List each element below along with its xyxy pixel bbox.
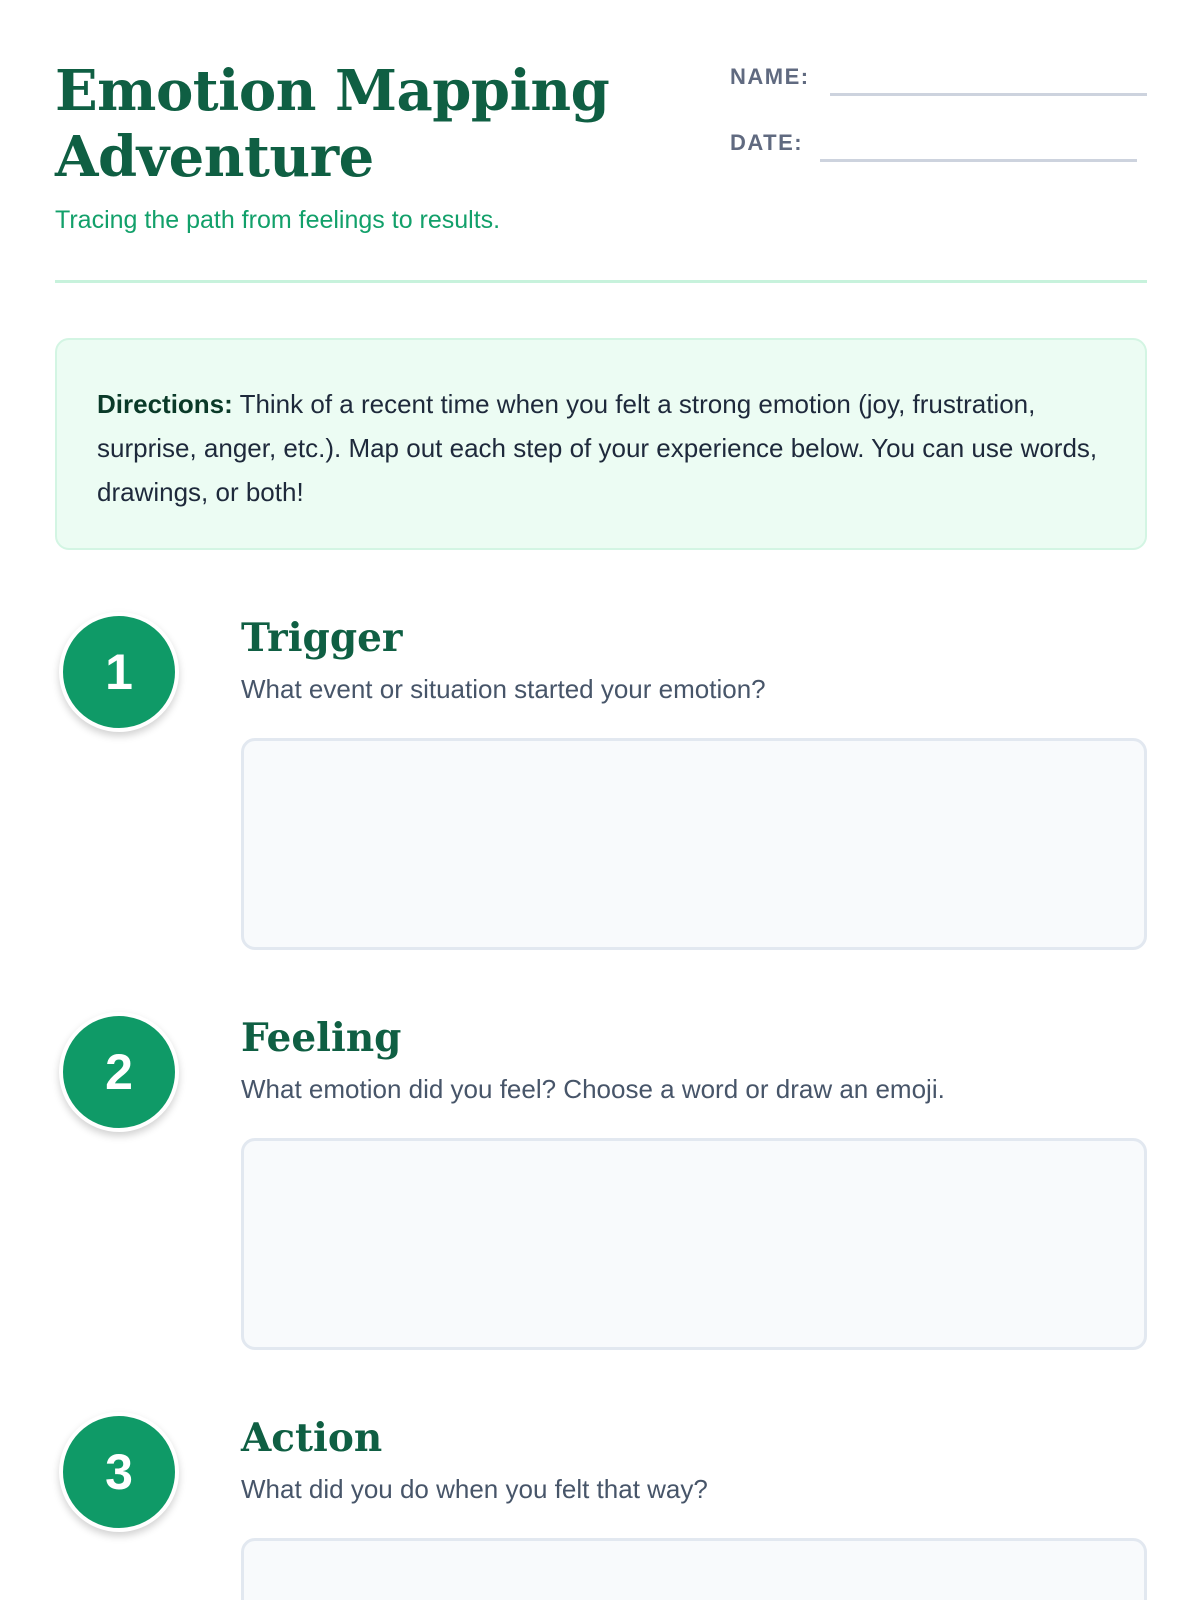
date-line[interactable]	[820, 159, 1137, 162]
name-field[interactable]	[730, 56, 1147, 96]
step-prompt: What emotion did you feel? Choose a word or draw an emoji.	[241, 1074, 945, 1104]
step-number-badge: 1	[59, 612, 179, 732]
worksheet-title: Emotion Mapping Adventure	[55, 58, 610, 190]
action-answer-box[interactable]	[241, 1538, 1147, 1600]
worksheet-page	[55, 0, 1147, 1600]
date-field[interactable]	[730, 122, 1147, 162]
step-title: Action	[241, 1415, 383, 1461]
worksheet-subtitle: Tracing the path from feelings to results.	[55, 206, 501, 234]
step-title: Feeling	[241, 1015, 402, 1061]
feeling-answer-box[interactable]	[241, 1138, 1147, 1350]
header-divider	[55, 280, 1147, 283]
step-trigger	[55, 612, 1147, 1012]
trigger-answer-box[interactable]	[241, 738, 1147, 950]
name-line[interactable]	[830, 93, 1147, 96]
step-number-badge: 3	[59, 1412, 179, 1532]
step-action	[55, 1412, 1147, 1600]
step-feeling	[55, 1012, 1147, 1412]
directions-box	[55, 338, 1147, 550]
step-prompt: What event or situation started your emotion?	[241, 674, 766, 704]
directions-label: Directions:	[97, 389, 233, 419]
name-label: NAME:	[730, 64, 810, 89]
step-title: Trigger	[241, 615, 403, 661]
step-number-badge: 2	[59, 1012, 179, 1132]
directions-text: Think of a recent time when you felt a strong emotion (joy, frustration, surprise, anger, etc.). Map out each step of your experience below. You can use words, drawings, or both!	[97, 389, 1098, 507]
date-label: DATE:	[730, 130, 804, 155]
step-prompt: What did you do when you felt that way?	[241, 1474, 708, 1504]
worksheet-header	[55, 50, 1147, 290]
